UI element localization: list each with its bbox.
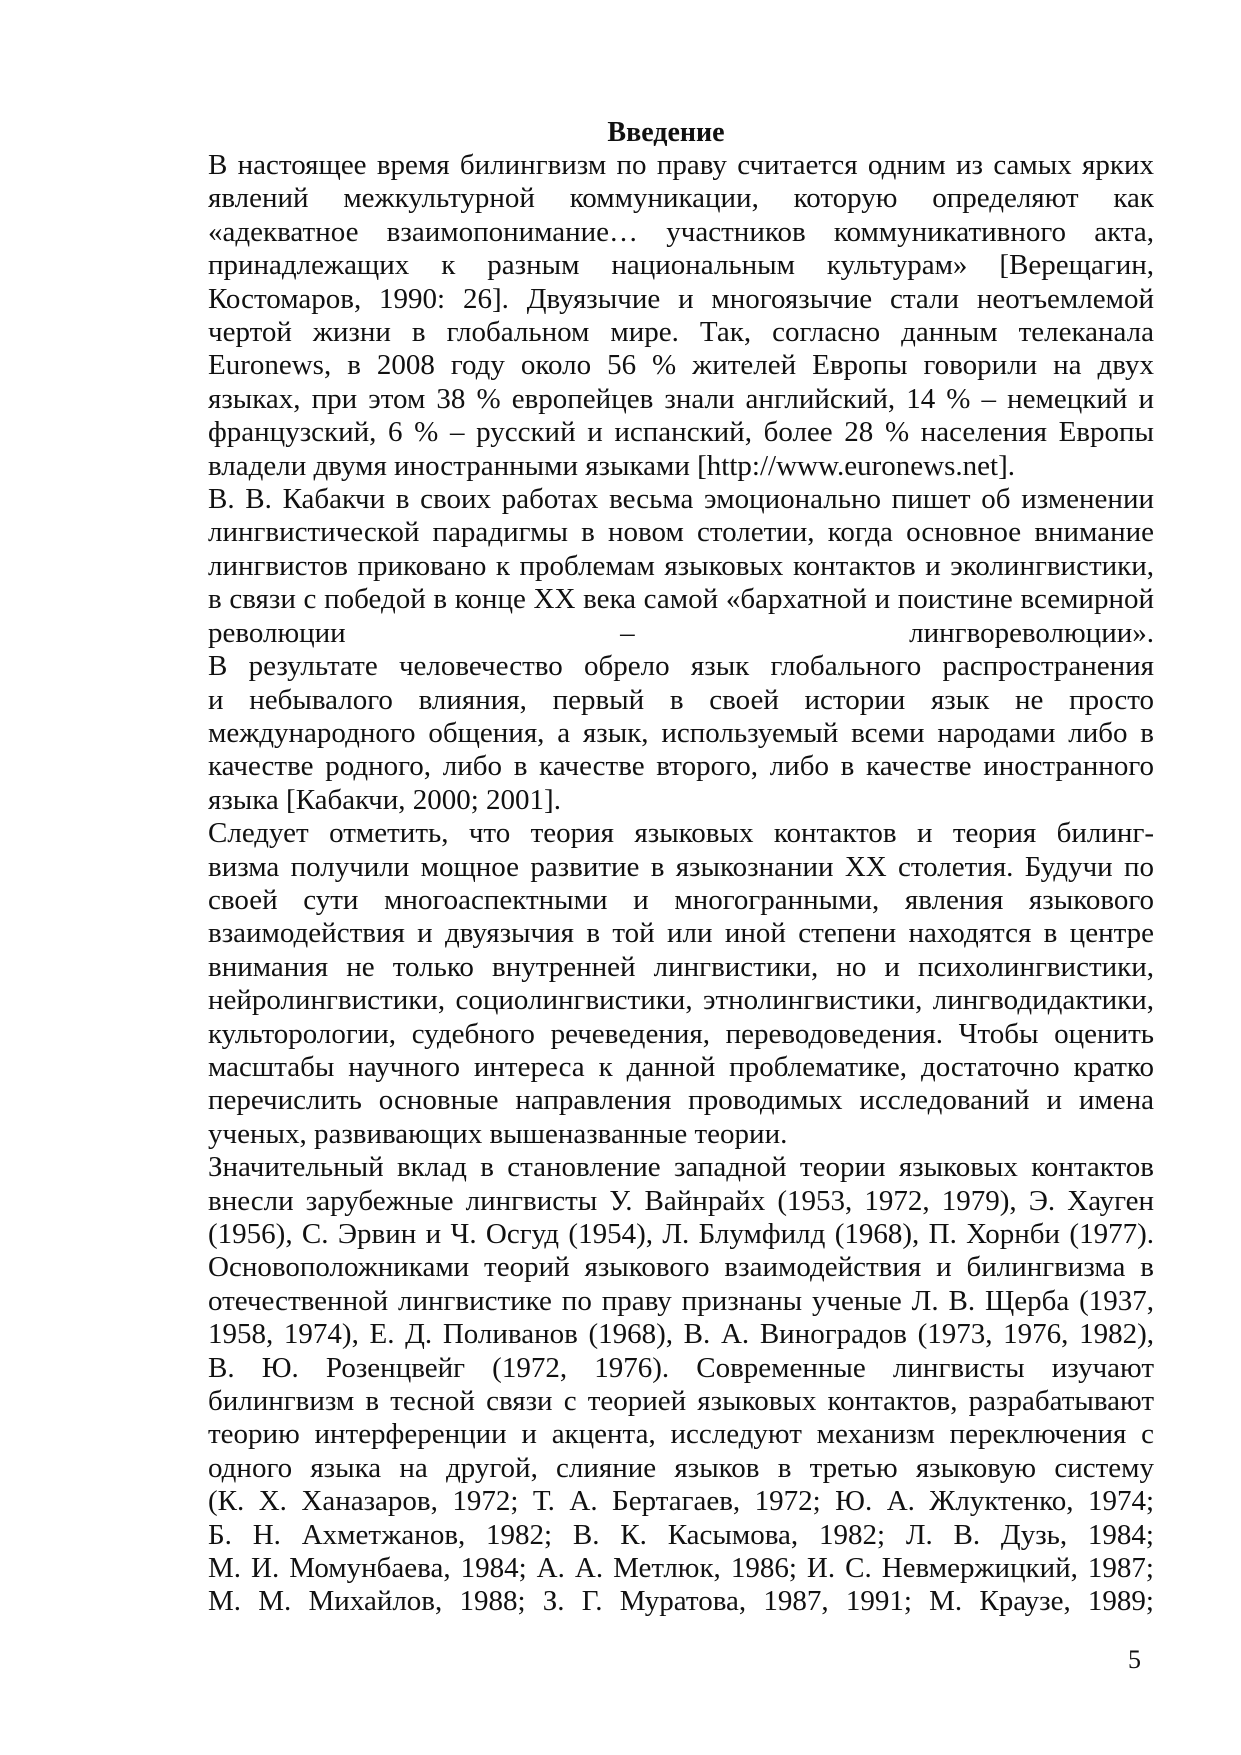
text-line: Костомаров, 1990: 26]. Двуязычие и многоязычие стали неотъемлемой (208, 282, 1154, 315)
paragraph-1 (178, 149, 1154, 483)
text-line: языка [Кабакчи, 2000; 2001]. (208, 783, 561, 816)
text-line: М. И. Момунбаева, 1984; А. А. Метлюк, 1986; И. С. Невмержицкий, 1987; (208, 1552, 1154, 1585)
paragraph-3 (178, 817, 1154, 1151)
text-line: масштабы научного интереса к данной проблематике, достаточно кратко (208, 1050, 1154, 1083)
text-line: в связи с победой в конце XX века самой «бархатной и поистине всемирной (208, 583, 1154, 616)
text-line: культорологии, судебного речеведения, переводоведения. Чтобы оценить (208, 1017, 1154, 1050)
text-line: и небывалого влияния, первый в своей истории язык не просто (208, 683, 1154, 716)
text-line: М. М. Михайлов, 1988; З. Г. Муратова, 1987, 1991; М. Краузе, 1989; (208, 1585, 1154, 1618)
text-line: Euronews, в 2008 году около 56 % жителей Европы говорили на двух (208, 349, 1154, 382)
text-line: Основоположниками теорий языкового взаимодействия и билингвизма в (208, 1251, 1154, 1284)
text-line: отечественной лингвистике по праву признаны ученые Л. В. Щерба (1937, (208, 1284, 1154, 1317)
text-line: теорию интерференции и акцента, исследуют механизм переключения с (208, 1418, 1154, 1451)
page-number: 5 (1128, 1645, 1141, 1674)
text-line: лингвистической парадигмы в новом столетии, когда основное внимание (208, 516, 1154, 549)
page-body (178, 116, 1154, 1619)
text-line: (1956), С. Эрвин и Ч. Осгуд (1954), Л. Блумфилд (1968), П. Хорнби (1977). (208, 1218, 1154, 1250)
text-line: принадлежащих к разным национальным культурам» [Верещагин, (208, 249, 1154, 282)
text-line: Б. Н. Ахметжанов, 1982; В. К. Касымова, 1982; Л. В. Дузь, 1984; (208, 1518, 1154, 1551)
text-line: Следует отметить, что теория языковых контактов и теория билинг- (208, 817, 1154, 850)
text-line: явлений межкультурной коммуникации, которую определяют как (208, 182, 1154, 215)
page-title: Введение (607, 117, 725, 148)
text-line: 1958, 1974), Е. Д. Поливанов (1968), В. А. Виноградов (1973, 1976, 1982), (208, 1318, 1154, 1351)
text-line: революции – лингвореволюции». (208, 616, 1154, 649)
text-line: В. В. Кабакчи в своих работах весьма эмоционально пишет об изменении (208, 483, 1154, 516)
text-line: ученых, развивающих вышеназванные теории. (208, 1117, 788, 1150)
text-line: визма получили мощное развитие в языкознании XX столетия. Будучи по (208, 850, 1154, 883)
text-line: В. Ю. Розенцвейг (1972, 1976). Современные лингвисты изучают (208, 1351, 1154, 1384)
text-line: перечислить основные направления проводимых исследований и имена (208, 1084, 1154, 1117)
paragraph-2 (178, 483, 1154, 817)
text-line: международного общения, а язык, используемый всеми народами либо в (208, 716, 1154, 749)
text-line: качестве родного, либо в качестве второго, либо в качестве иностранного (208, 750, 1154, 783)
text-line: чертой жизни в глобальном мире. Так, согласно данным телеканала (208, 316, 1154, 349)
text-line: внимания не только внутренней лингвистики, но и психолингвистики, (208, 950, 1154, 983)
paragraph-4 (178, 1151, 1154, 1619)
text-line: лингвистов приковано к проблемам языковых контактов и эколингвистики, (208, 549, 1154, 582)
text-line: «адекватное взаимопонимание… участников коммуникативного акта, (208, 215, 1154, 248)
text-line: Значительный вклад в становление западной теории языковых контактов (208, 1151, 1154, 1184)
text-line: владели двумя иностранными языками [http://www.euronews.net]. (208, 449, 1015, 482)
text-line: одного языка на другой, слияние языков в третью языковую систему (208, 1451, 1154, 1484)
text-line: взаимодействия и двуязычия в той или иной степени находятся в центре (208, 917, 1154, 950)
text-line: нейролингвистики, социолингвистики, этнолингвистики, лингводидактики, (208, 984, 1154, 1017)
text-line: французский, 6 % – русский и испанский, более 28 % населения Европы (208, 416, 1154, 449)
text-line: В результате человечество обрело язык глобального распространения (208, 650, 1154, 683)
text-line: языках, при этом 38 % европейцев знали английский, 14 % – немецкий и (208, 382, 1154, 415)
text-line: своей сути многоаспектными и многогранными, явления языкового (208, 883, 1154, 916)
text-line: В настоящее время билингвизм по праву считается одним из самых ярких (208, 149, 1154, 181)
text-line: внесли зарубежные лингвисты У. Вайнрайх (1953, 1972, 1979), Э. Хауген (208, 1184, 1154, 1217)
text-line: (К. Х. Ханазаров, 1972; Т. А. Бертагаев, 1972; Ю. А. Жлуктенко, 1974; (208, 1485, 1154, 1518)
text-line: билингвизм в тесной связи с теорией языковых контактов, разрабатывают (208, 1385, 1154, 1418)
